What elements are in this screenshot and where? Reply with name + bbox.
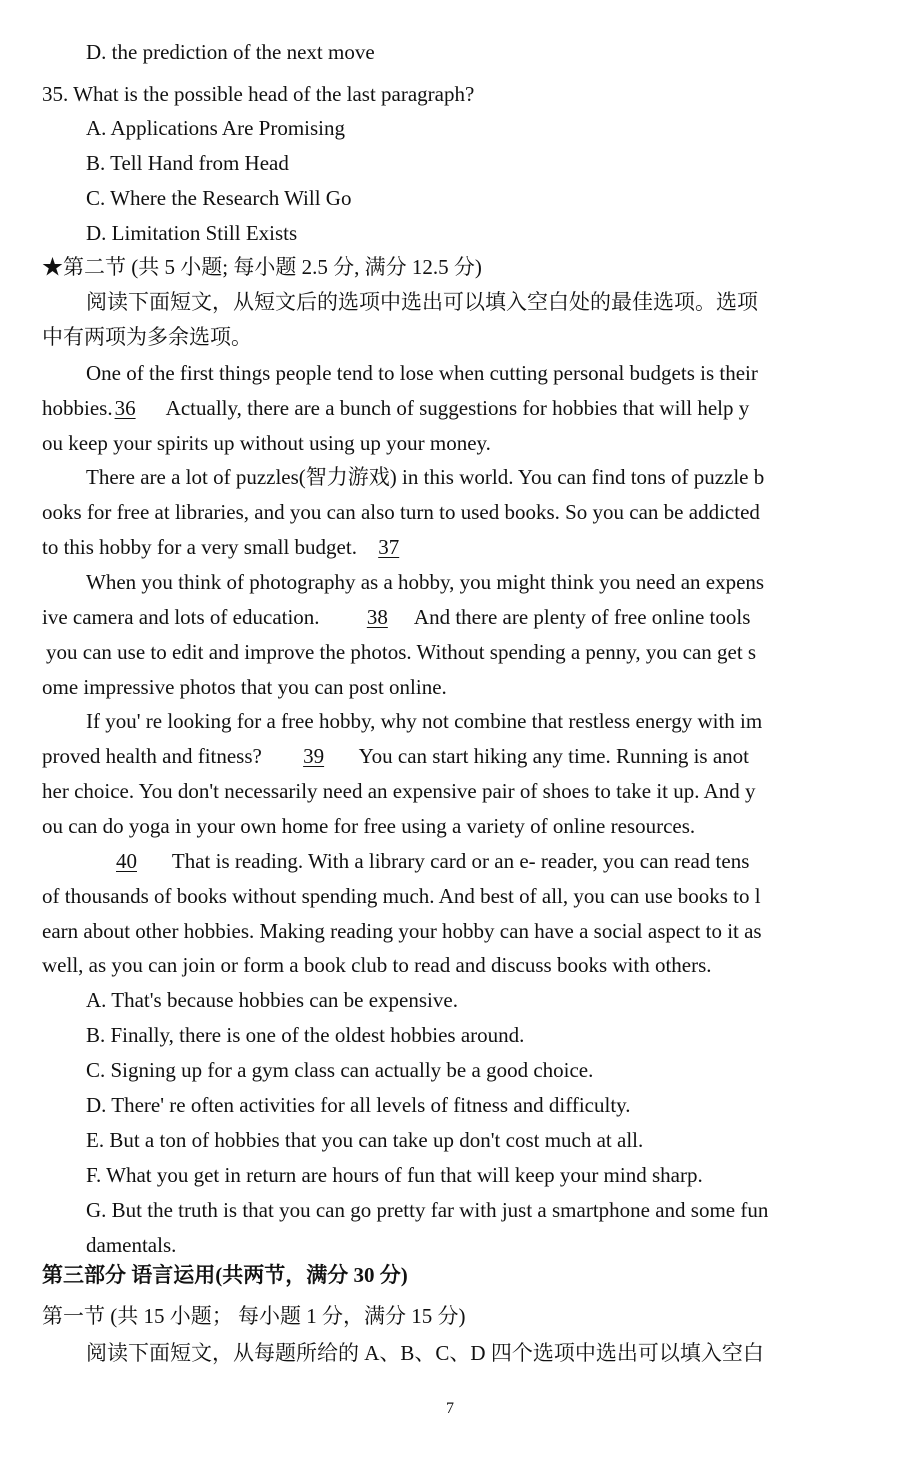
passage-line: If you' re looking for a free hobby, why not combine that restless energy with im xyxy=(86,709,763,733)
passage-line: you can use to edit and improve the photos. Without spending a penny, you can get s xyxy=(46,640,757,664)
passage-text: hobbies. xyxy=(42,396,113,420)
choice-g-cont: damentals. xyxy=(86,1233,177,1257)
choice-c: C. Signing up for a gym class can actually be a good choice. xyxy=(86,1058,594,1082)
passage-text: ive camera and lots of education. xyxy=(42,605,320,629)
passage-line: ou can do yoga in your own home for free using a variety of online resources. xyxy=(42,814,696,838)
choice-g: G. But the truth is that you can go pretty far with just a smartphone and some fun xyxy=(86,1198,769,1222)
q34-option-d: D. the prediction of the next move xyxy=(86,40,375,64)
blank-37[interactable]: 37 xyxy=(378,535,400,559)
choice-b: B. Finally, there is one of the oldest hobbies around. xyxy=(86,1023,525,1047)
passage-line xyxy=(78,848,749,874)
passage-line xyxy=(42,604,750,630)
passage-line: One of the first things people tend to lose when cutting personal budgets is their xyxy=(86,361,758,385)
choice-d: D. There' re often activities for all levels of fitness and difficulty. xyxy=(86,1093,631,1117)
choice-a: A. That's because hobbies can be expensive. xyxy=(86,988,458,1012)
passage-line: There are a lot of puzzles(智力游戏) in this world. You can find tons of puzzle b xyxy=(86,465,765,489)
blank-40[interactable]: 40 xyxy=(116,849,137,873)
passage-line xyxy=(42,743,749,769)
passage-line: her choice. You don't necessarily need an expensive pair of shoes to take it up. And y xyxy=(42,779,756,803)
q35-question: 35. What is the possible head of the last paragraph? xyxy=(42,82,475,106)
q35-option-d: D. Limitation Still Exists xyxy=(86,221,298,245)
q35-option-c: C. Where the Research Will Go xyxy=(86,186,352,210)
passage-line: ou keep your spirits up without using up your money. xyxy=(42,431,491,455)
part3-sub-heading: 第一节 (共 15 小题； 每小题 1 分，满分 15 分) xyxy=(42,1304,466,1328)
passage-line: When you think of photography as a hobby, you might think you need an expens xyxy=(86,570,765,594)
passage-text: And there are plenty of free online tools xyxy=(413,605,751,629)
passage-line xyxy=(42,395,749,421)
page-number: 7 xyxy=(446,1400,454,1417)
blank-36[interactable]: 36 xyxy=(114,396,136,420)
part3-heading: 第三部分 语言运用(共两节，满分 30 分) xyxy=(42,1263,408,1287)
passage-text: proved health and fitness? xyxy=(42,744,262,768)
section2-instruction-cont: 中有两项为多余选项。 xyxy=(42,325,252,349)
q35-option-b: B. Tell Hand from Head xyxy=(86,151,289,175)
passage-line: ooks for free at libraries, and you can also turn to used books. So you can be addicted xyxy=(42,500,760,524)
passage-text: That is reading. With a library card or an e- reader, you can read tens xyxy=(171,849,750,873)
passage-text: Actually, there are a bunch of suggestions for hobbies that will help y xyxy=(165,396,750,420)
passage-text: to this hobby for a very small budget. xyxy=(42,535,357,559)
passage-line: ome impressive photos that you can post online. xyxy=(42,675,447,699)
blank-38[interactable]: 38 xyxy=(366,605,388,629)
blank-39[interactable]: 39 xyxy=(303,744,325,768)
section2-heading: ★第二节 (共 5 小题; 每小题 2.5 分, 满分 12.5 分) xyxy=(42,255,482,279)
passage-line: of thousands of books without spending much. And best of all, you can use books to l xyxy=(42,884,761,908)
part3-instruction: 阅读下面短文，从每题所给的 A、B、C、D 四个选项中选出可以填入空白 xyxy=(86,1341,764,1365)
passage-line: well, as you can join or form a book club to read and discuss books with others. xyxy=(42,953,712,977)
passage-text: You can start hiking any time. Running is anot xyxy=(358,744,750,768)
section2-instruction: 阅读下面短文，从短文后的选项中选出可以填入空白处的最佳选项。选项 xyxy=(86,290,758,314)
q35-option-a: A. Applications Are Promising xyxy=(86,116,345,140)
passage-line: earn about other hobbies. Making reading your hobby can have a social aspect to it as xyxy=(42,919,762,943)
passage-line xyxy=(42,534,427,560)
choice-f: F. What you get in return are hours of fun that will keep your mind sharp. xyxy=(86,1163,703,1187)
choice-e: E. But a ton of hobbies that you can take up don't cost much at all. xyxy=(86,1128,644,1152)
